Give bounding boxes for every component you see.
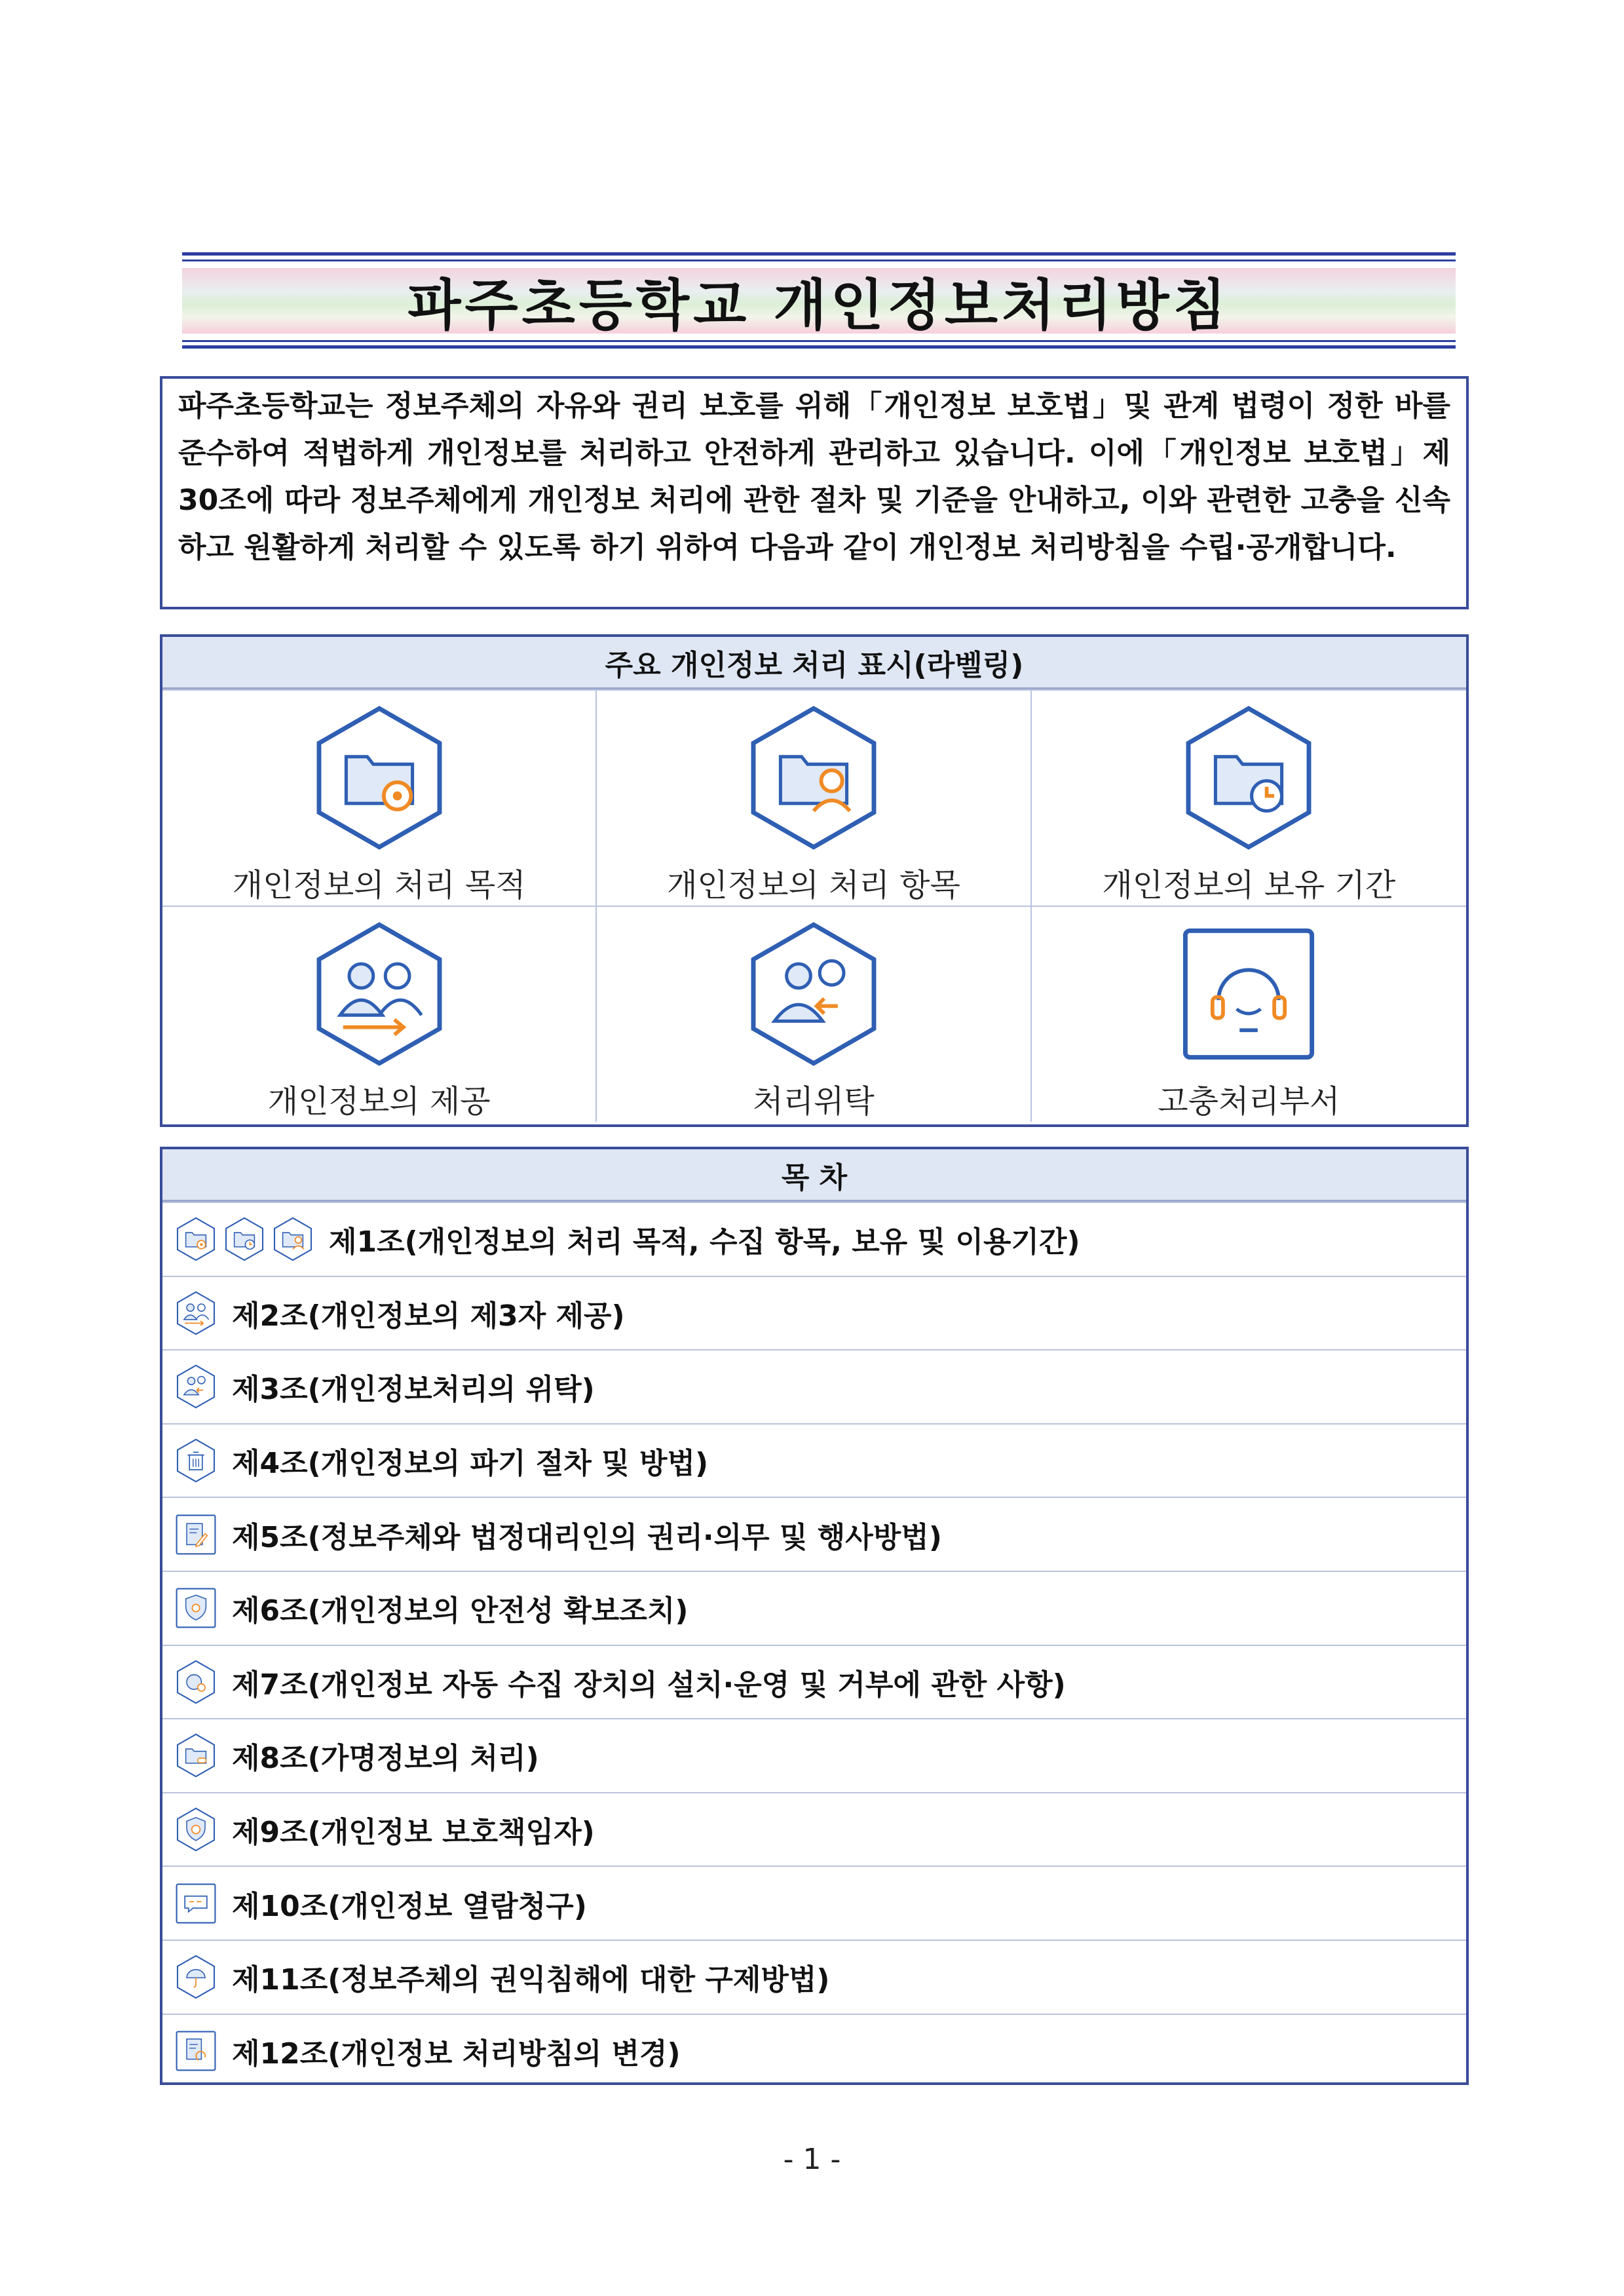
toc-item[interactable] — [162, 1792, 1466, 1866]
title-rule-top — [182, 252, 1456, 256]
toc-item[interactable] — [162, 1718, 1466, 1792]
umbrella-shield-icon — [173, 1954, 219, 2000]
labeling-label: 개인정보의 처리 항목 — [667, 867, 960, 904]
trash-icon — [173, 1438, 219, 1483]
chat-bubble-icon — [173, 1881, 219, 1926]
folder-gear-icon — [173, 1216, 219, 1262]
toc-item[interactable] — [162, 1349, 1466, 1423]
title-rule-bottom — [182, 345, 1456, 349]
headset-icon — [1173, 919, 1324, 1069]
toc-item-icons — [173, 1732, 219, 1778]
labeling-label: 고충처리부서 — [1158, 1083, 1340, 1120]
toc-item[interactable] — [162, 1645, 1466, 1719]
folder-mask-icon — [173, 1732, 219, 1778]
toc-item[interactable] — [162, 1423, 1466, 1497]
toc-item[interactable] — [162, 1940, 1466, 2014]
labeling-table — [160, 634, 1469, 1127]
labeling-label: 개인정보의 보유 기간 — [1102, 867, 1396, 904]
officer-badge-icon — [173, 1807, 219, 1852]
toc-item-icons — [173, 1954, 219, 2000]
title-banner — [182, 252, 1456, 351]
toc-item-text: 제5조(정보주체와 법정대리인의 권리·의무 및 행사방법) — [232, 1520, 942, 1554]
intro-paragraph: 파주초등학교는 정보주체의 자유와 권리 보호를 위해「개인정보 보호법」및 관계 법령이 정한 바를 준수하여 적법하게 개인정보를 처리하고 안전하게 관리하고 있습니다. 이에「개인정보 보호법」제30조에 따라 정보주체에게 개인정보 처리에 관한 절차 및 기준을 안내하고, 이와 관련한 고충을 신속하고 원활하게 처리할 수 있도록 하기 위하여 다음과 같이 개인정보 처리방침을 수립·공개합니다. — [160, 376, 1469, 609]
people-arrow-icon — [304, 919, 455, 1069]
toc-item-icons — [173, 1438, 219, 1483]
toc-item-text: 제9조(개인정보 보호책임자) — [232, 1816, 595, 1850]
labeling-cell — [162, 689, 597, 906]
toc-item-text: 제2조(개인정보의 제3자 제공) — [232, 1299, 625, 1333]
people-return-icon — [173, 1364, 219, 1409]
toc-heading: 목 차 — [162, 1149, 1466, 1202]
folder-person-icon — [270, 1216, 316, 1262]
labeling-label: 개인정보의 제공 — [267, 1083, 491, 1120]
labeling-label: 처리위탁 — [753, 1083, 875, 1120]
folder-person-icon — [738, 702, 889, 853]
toc-item-icons — [173, 1216, 316, 1262]
people-arrow-icon — [173, 1290, 219, 1336]
document-pen-icon — [173, 1512, 219, 1558]
toc-item-icons — [173, 1585, 219, 1631]
labeling-label: 개인정보의 처리 목적 — [232, 867, 526, 904]
folder-gear-icon — [304, 702, 455, 853]
table-of-contents — [160, 1147, 1469, 2085]
toc-item-text: 제6조(개인정보의 안전성 확보조치) — [232, 1594, 689, 1628]
toc-item[interactable] — [162, 2014, 1466, 2088]
toc-item[interactable] — [162, 1866, 1466, 1940]
labeling-cell — [162, 906, 597, 1122]
toc-item-text: 제1조(개인정보의 처리 목적, 수집 항목, 보유 및 이용기간) — [329, 1225, 1080, 1259]
people-return-icon — [738, 919, 889, 1069]
page-number: - 1 - — [783, 2143, 841, 2176]
toc-item-icons — [173, 1290, 219, 1336]
toc-item-icons — [173, 1807, 219, 1852]
toc-item-icons — [173, 2028, 219, 2074]
document-refresh-icon — [173, 2028, 219, 2074]
labeling-cell — [1032, 906, 1466, 1122]
toc-item[interactable] — [162, 1276, 1466, 1350]
folder-clock-icon — [221, 1216, 267, 1262]
toc-list — [162, 1202, 1466, 2087]
shield-gear-icon — [173, 1585, 219, 1631]
toc-item[interactable] — [162, 1497, 1466, 1571]
title-rule-bottom-thin — [182, 340, 1456, 342]
toc-item-icons — [173, 1659, 219, 1705]
toc-item-text: 제7조(개인정보 자동 수집 장치의 설치·운영 및 거부에 관한 사항) — [232, 1668, 1066, 1702]
toc-item-text: 제3조(개인정보처리의 위탁) — [232, 1373, 595, 1407]
toc-item-text: 제4조(개인정보의 파기 절차 및 방법) — [232, 1447, 709, 1481]
title-band — [182, 268, 1456, 337]
labeling-heading: 주요 개인정보 처리 표시(라벨링) — [162, 637, 1466, 689]
toc-item-icons — [173, 1881, 219, 1926]
labeling-cell — [1032, 689, 1466, 906]
folder-clock-icon — [1173, 702, 1324, 853]
toc-item-icons — [173, 1364, 219, 1409]
toc-item-text: 제12조(개인정보 처리방침의 변경) — [232, 2037, 681, 2071]
cookie-gear-icon — [173, 1659, 219, 1705]
toc-item-text: 제8조(가명정보의 처리) — [232, 1742, 539, 1776]
toc-item-text: 제10조(개인정보 열람청구) — [232, 1889, 587, 1923]
toc-item-icons — [173, 1512, 219, 1558]
toc-item-text: 제11조(정보주체의 권익침해에 대한 구제방법) — [232, 1963, 830, 1997]
labeling-cell — [597, 906, 1031, 1122]
labeling-cell — [597, 689, 1031, 906]
page-title: 파주초등학교 개인정보처리방침 — [407, 273, 1230, 337]
labeling-grid — [162, 689, 1466, 1122]
toc-item[interactable] — [162, 1202, 1466, 1276]
toc-item[interactable] — [162, 1571, 1466, 1645]
